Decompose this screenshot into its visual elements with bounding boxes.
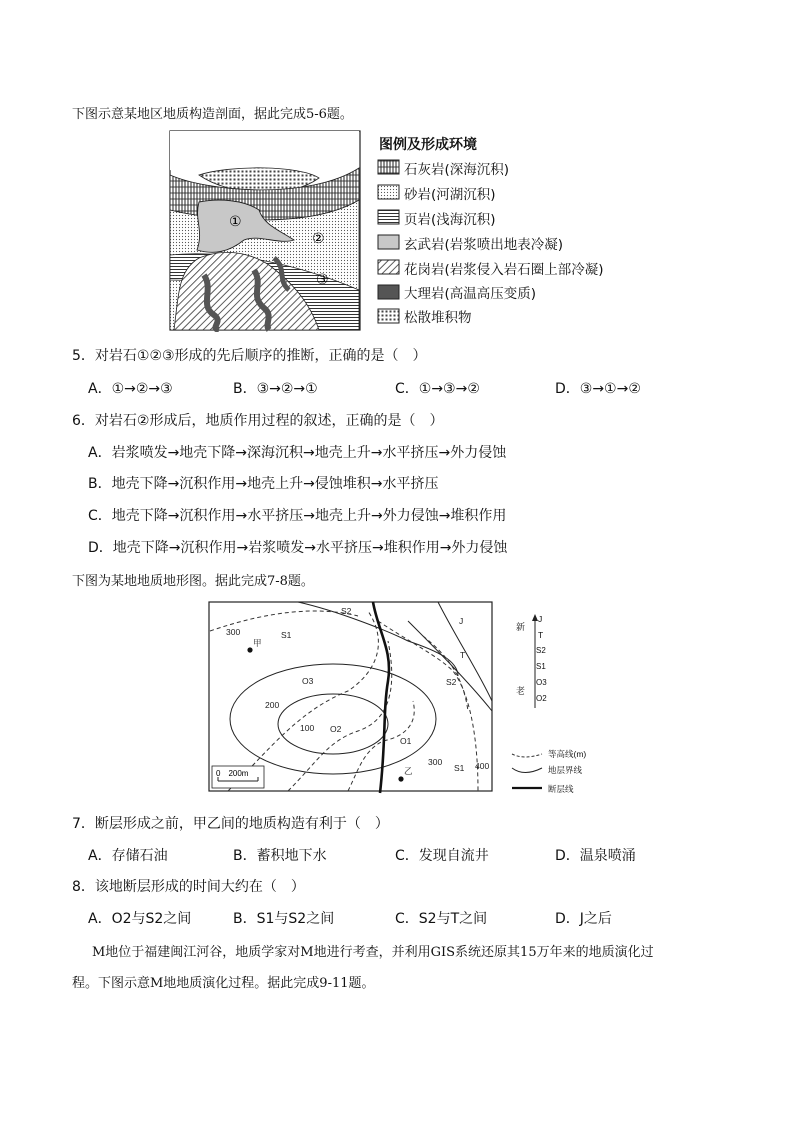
legend-label-sandstone: 砂岩(河湖沉积)	[404, 187, 496, 203]
question-8-stem: 8．该地断层形成的时间大约在（ ）	[72, 879, 305, 895]
stratum-label-s1-east: S1	[454, 763, 465, 773]
seq-s1: S1	[536, 662, 546, 671]
age-sequence	[510, 612, 560, 712]
legend-contour: 等高线(m)	[548, 749, 587, 759]
stratum-label-j: J	[459, 616, 464, 626]
contour-label-200: 200	[265, 700, 280, 710]
legend-swatch-limestone	[378, 160, 399, 174]
legend-label-basalt: 玄武岩(岩浆喷出地表冷凝)	[404, 237, 564, 253]
question-5-option-a[interactable]: A．①→②→③	[88, 381, 173, 397]
legend-title: 图例及形成环境	[379, 137, 477, 153]
question-7-option-b[interactable]: B．蓄积地下水	[233, 848, 327, 864]
age-young-label: 新	[516, 623, 526, 633]
place-jia: 甲	[253, 638, 262, 648]
stratum-label-o2: O2	[330, 724, 342, 734]
scale-label: 0 200m	[216, 769, 249, 778]
contour-label-300-west: 300	[226, 627, 241, 637]
marker-3: ③	[316, 272, 329, 288]
intro-text-2: 下图为某地地质地形图。据此完成7-8题。	[72, 574, 314, 589]
legend-swatch-sandstone	[378, 185, 399, 199]
question-6-option-c[interactable]: C．地壳下降→沉积作用→水平挤压→地壳上升→外力侵蚀→堆积作用	[88, 508, 507, 524]
cross-section-figure	[169, 130, 369, 332]
question-7-option-c[interactable]: C．发现自流井	[395, 848, 489, 864]
seq-o3: O3	[536, 678, 547, 687]
question-5-option-d[interactable]: D．③→①→②	[555, 381, 641, 397]
age-old-label: 老	[516, 687, 526, 697]
legend-label-marble: 大理岩(高温高压变质)	[404, 286, 537, 302]
question-6-stem: 6．对岩石②形成后，地质作用过程的叙述，正确的是（ ）	[72, 413, 444, 429]
intro-text-3-line2: 程。下图示意M地地质演化过程。据此完成9-11题。	[72, 976, 375, 991]
geologic-map-figure	[208, 601, 498, 794]
intro-text-3-line1: M地位于福建闽江河谷，地质学家对M地进行考查，并利用GIS系统还原其15万年来的地质演化过	[92, 945, 654, 960]
question-6-option-b[interactable]: B．地壳下降→沉积作用→地壳上升→侵蚀堆积→水平挤压	[88, 476, 439, 492]
stratum-label-o1: O1	[400, 736, 412, 746]
question-7-option-d[interactable]: D．温泉喷涌	[555, 848, 636, 864]
place-yi: 乙	[404, 766, 413, 776]
legend-swatch-shale	[378, 210, 399, 224]
legend-swatch-marble	[378, 285, 399, 299]
seq-j: J	[538, 614, 543, 624]
question-8-option-d[interactable]: D．J之后	[555, 911, 612, 927]
legend-label-granite: 花岗岩(岩浆侵入岩石圈上部冷凝)	[404, 262, 604, 278]
stratum-label-s1-west: S1	[281, 630, 292, 640]
map-legend	[510, 748, 620, 798]
stratum-label-t: T	[460, 650, 466, 660]
question-7-stem: 7．断层形成之前，甲乙间的地质构造有利于（ ）	[72, 816, 389, 832]
legend-fault: 断层线	[548, 784, 574, 794]
question-7-option-a[interactable]: A．存储石油	[88, 848, 168, 864]
legend-swatch-granite	[378, 260, 399, 274]
question-5-option-c[interactable]: C．①→③→②	[395, 381, 480, 397]
question-5-stem: 5．对岩石①②③形成的先后顺序的推断，正确的是（ ）	[72, 348, 427, 364]
contour-label-300-east: 300	[428, 757, 443, 767]
legend-label-loose: 松散堆积物	[404, 310, 472, 326]
contour-label-100: 100	[300, 723, 315, 733]
legend-label-limestone: 石灰岩(深海沉积)	[404, 162, 510, 178]
question-8-option-c[interactable]: C．S2与T之间	[395, 911, 488, 927]
seq-o2: O2	[536, 694, 547, 703]
intro-text-1: 下图示意某地区地质构造剖面，据此完成5-6题。	[72, 107, 353, 122]
legend-boundary: 地层界线	[548, 765, 583, 775]
stratum-label-s2-east: S2	[446, 677, 457, 687]
legend-swatch-basalt	[378, 235, 399, 249]
question-6-option-a[interactable]: A．岩浆喷发→地壳下降→深海沉积→地壳上升→水平挤压→外力侵蚀	[88, 445, 507, 461]
contour-label-400: 400	[475, 761, 490, 771]
legend-swatch-loose	[378, 309, 399, 323]
stratum-label-o3: O3	[302, 676, 314, 686]
question-8-option-a[interactable]: A．O2与S2之间	[88, 911, 192, 927]
question-5-option-b[interactable]: B．③→②→①	[233, 381, 318, 397]
question-8-option-b[interactable]: B．S1与S2之间	[233, 911, 335, 927]
question-6-option-d[interactable]: D．地壳下降→沉积作用→岩浆喷发→水平挤压→堆积作用→外力侵蚀	[88, 540, 508, 556]
legend-label-shale: 页岩(浅海沉积)	[404, 212, 496, 228]
marker-2: ②	[312, 231, 325, 247]
marker-1: ①	[229, 214, 242, 230]
seq-t: T	[538, 630, 544, 640]
stratum-label-s2-top: S2	[341, 606, 352, 616]
seq-s2: S2	[536, 646, 546, 655]
